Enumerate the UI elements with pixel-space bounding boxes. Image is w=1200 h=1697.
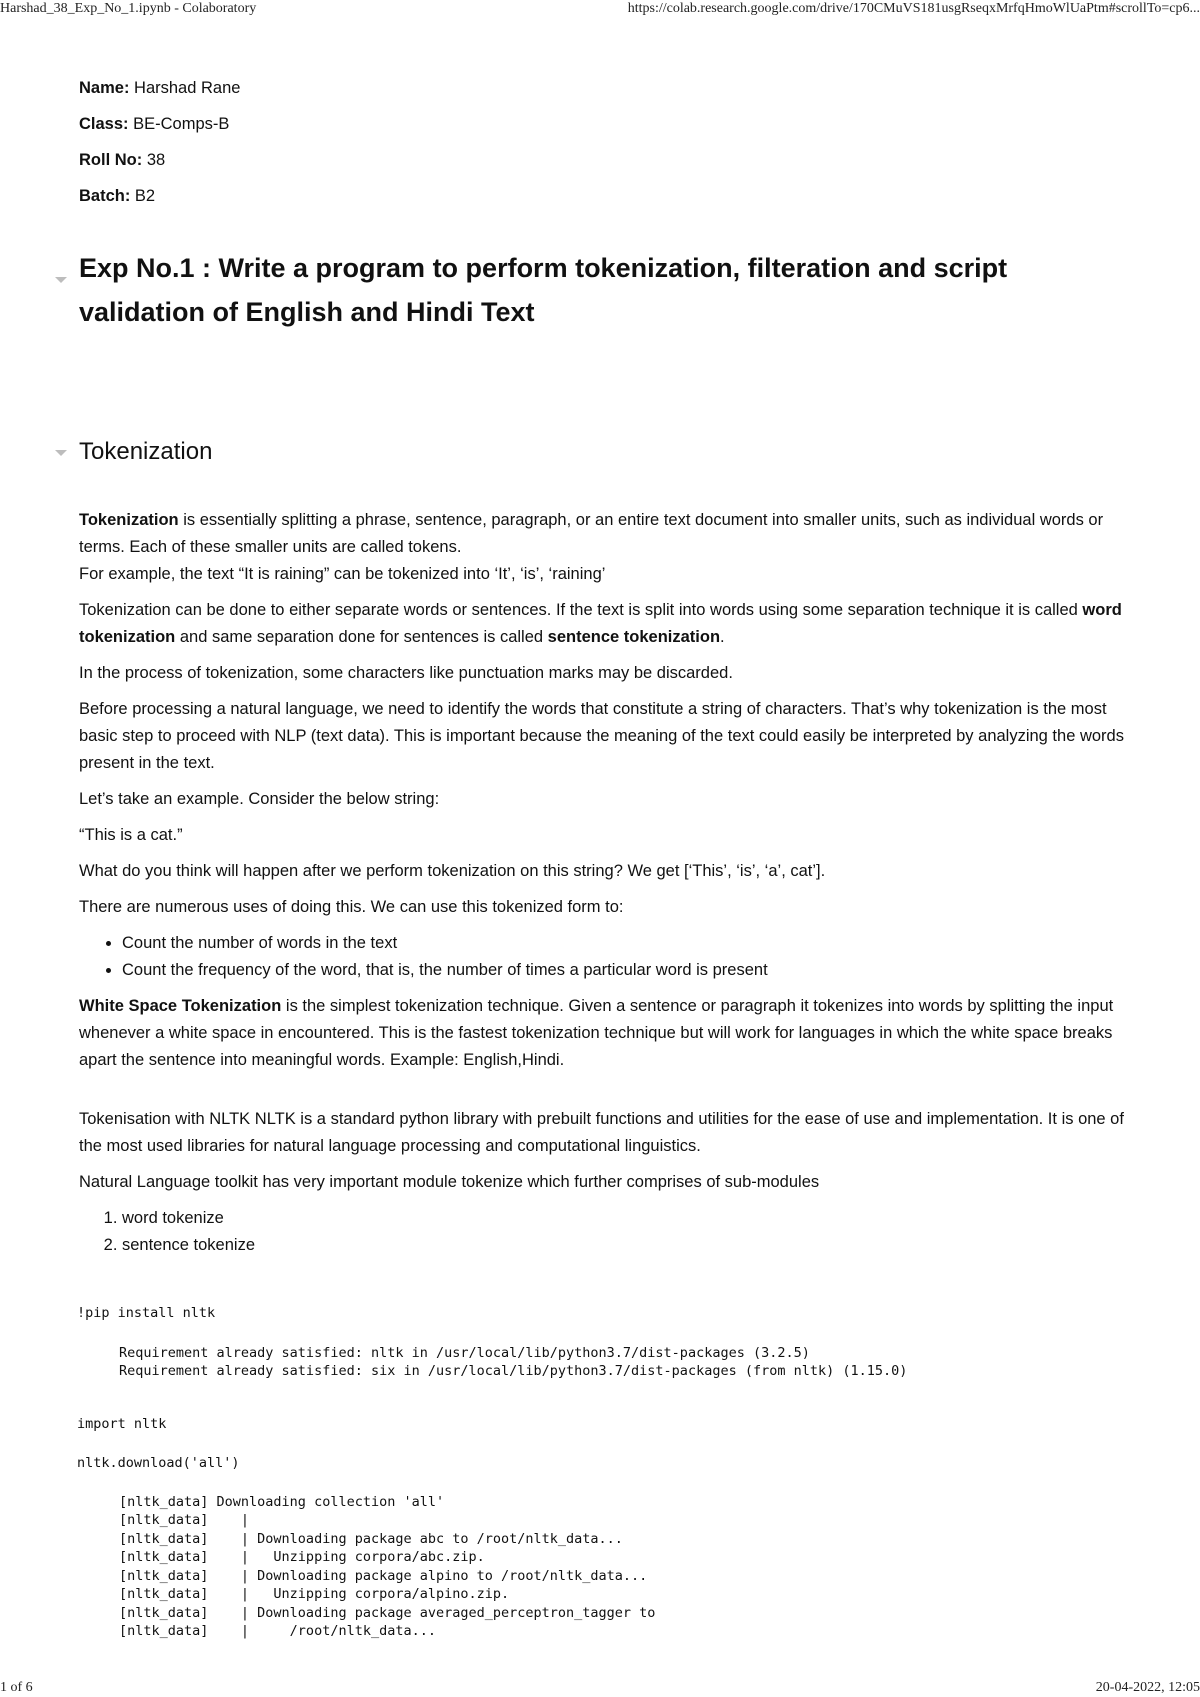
collapse-arrow-icon[interactable] <box>55 450 67 456</box>
list-item: 1. word tokenize <box>122 1205 1139 1232</box>
student-info <box>79 76 1139 208</box>
code-input[interactable]: nltk.download('all') <box>77 1455 240 1471</box>
paragraph: In the process of tokenization, some characters like punctuation marks may be discarded. <box>79 664 733 682</box>
code-cell-import <box>79 1415 1139 1434</box>
notebook-content <box>79 76 1139 1641</box>
collapse-arrow-icon[interactable] <box>55 277 67 283</box>
code-output: [nltk_data] Downloading collection 'all' [nltk_data] | [nltk_data] | Downloading package abc to /root/nltk_data... [nltk_data] | Unzipping corpora/abc.zip. [nltk_data] | Downloading package alpino to /root/nltk_data... [nltk_data] | Unzipping corpora/alpino.zip. [nltk_data] | Downloading package averaged_perceptron_tagger to [nltk_data] | /root/nltk_data... <box>119 1493 656 1639</box>
code-cell-pip <box>79 1304 1139 1381</box>
numbered-list <box>79 1205 1139 1259</box>
print-header-title: Harshad_38_Exp_No_1.ipynb - Colaboratory <box>0 1 257 16</box>
paragraph: What do you think will happen after we perform tokenization on this string? We get [‘This’, ‘is’, ‘a’, cat’]. <box>79 862 826 880</box>
paragraph: Before processing a natural language, we need to identify the words that constitute a string of characters. That’s why tokenization is the most basic step to proceed with NLP (text data). This is important because the meaning of the text could easily be interpreted by analyzing the words present in the text. <box>79 700 1124 772</box>
paragraph: There are numerous uses of doing this. We can use this tokenized form to: <box>79 898 624 916</box>
print-footer <box>0 1680 1200 1697</box>
paragraph: White Space Tokenization is the simplest tokenization technique. Given a sentence or paragraph it tokenizes into words by splitting the input whenever a white space in encountered. This is the fastest tokenization technique but will work for languages in which the white space breaks apart the sentence into meaningful words. Example: English,Hindi. <box>79 997 1114 1069</box>
list-item: • Count the number of words in the text <box>122 930 1139 957</box>
paragraph: Natural Language toolkit has very important module tokenize which further comprises of sub-modules <box>79 1173 820 1191</box>
exp-heading-cell <box>79 246 1139 334</box>
code-output: Requirement already satisfied: nltk in /usr/local/lib/python3.7/dist-packages (3.2.5) Requirement already satisfied: six in /usr/local/lib/python3.7/dist-packages (from nltk) (1.15.0) <box>119 1344 908 1379</box>
bullet-list <box>79 930 1139 984</box>
tokenization-heading-cell <box>79 436 1139 468</box>
markdown-cell <box>79 507 1139 1259</box>
code-input[interactable]: !pip install nltk <box>77 1305 216 1321</box>
paragraph: Let’s take an example. Consider the below string: <box>79 790 440 808</box>
student-batch: Batch: B2 <box>79 187 156 205</box>
paragraph: For example, the text “It is raining” can be tokenized into ‘It’, ‘is’, ‘raining’ <box>79 565 606 583</box>
paragraph: “This is a cat.” <box>79 826 183 844</box>
print-header-url: https://colab.research.google.com/drive/170CMuVS181usgRseqxMrfqHmoWlUaPtm#scrollTo=cp6... <box>627 1 1200 16</box>
print-header <box>0 0 1200 20</box>
code-input[interactable]: import nltk <box>77 1415 167 1432</box>
print-timestamp: 20-04-2022, 12:05 <box>1095 1680 1200 1695</box>
student-name: Name: Harshad Rane <box>79 79 241 97</box>
paragraph: Tokenization is essentially splitting a phrase, sentence, paragraph, or an entire text document into smaller units, such as individual words or terms. Each of these smaller units are called tokens. <box>79 511 1104 556</box>
exp-title: Exp No.1 : Write a program to perform tokenization, filteration and script validation of English and Hindi Text <box>79 253 1008 327</box>
code-cell-download <box>79 1454 1139 1641</box>
student-class: Class: BE-Comps-B <box>79 115 230 133</box>
list-item: 2. sentence tokenize <box>122 1232 1139 1259</box>
section-title: Tokenization <box>79 438 213 465</box>
paragraph: Tokenisation with NLTK NLTK is a standard python library with prebuilt functions and utilities for the ease of use and implementation. It is one of the most used libraries for natural language processing and computational linguistics. <box>79 1110 1124 1155</box>
list-item: • Count the frequency of the word, that is, the number of times a particular word is present <box>122 957 1139 984</box>
student-roll: Roll No: 38 <box>79 151 166 169</box>
page-number: 1 of 6 <box>0 1680 33 1695</box>
paragraph: Tokenization can be done to either separate words or sentences. If the text is split into words using some separation technique it is called word tokenization and same separation done for sentences is called sentence tokenization. <box>79 601 1122 646</box>
